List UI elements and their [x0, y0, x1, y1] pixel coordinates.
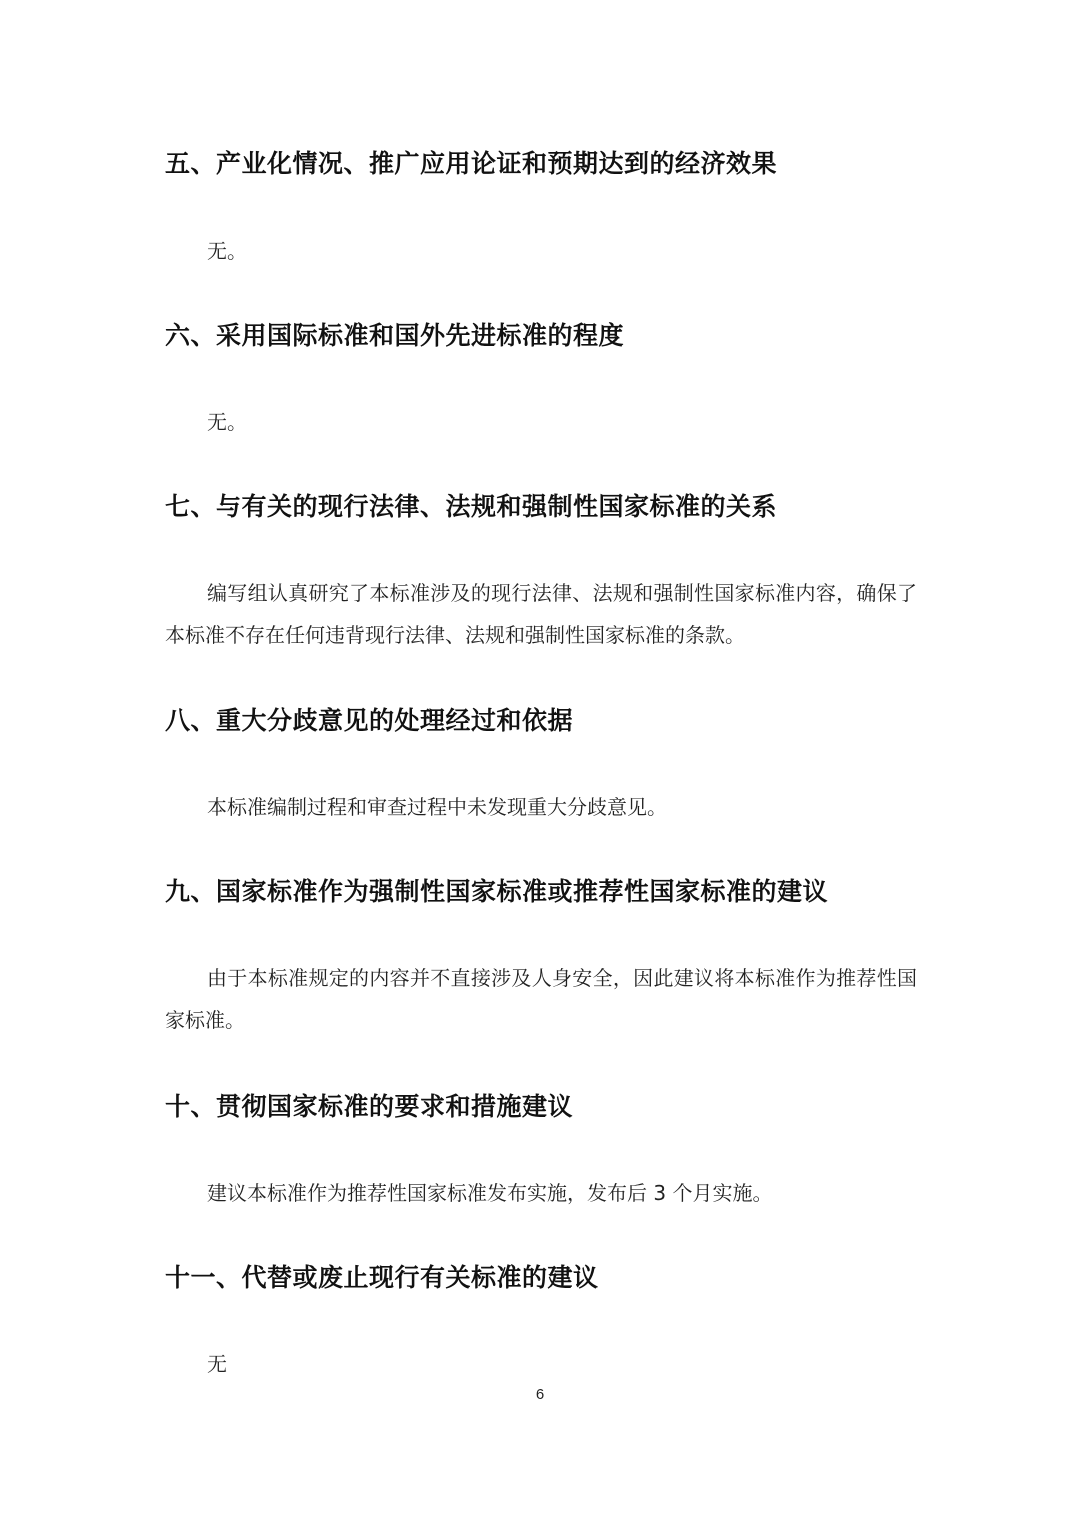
page-number: 6 [535, 1386, 545, 1403]
section-heading-8: 八、重大分歧意见的处理经过和依据 [165, 706, 574, 735]
section-heading-5: 五、产业化情况、推广应用论证和预期达到的经济效果 [165, 149, 778, 178]
section-heading-9: 九、国家标准作为强制性国家标准或推荐性国家标准的建议 [165, 877, 829, 906]
section-body-9: 由于本标准规定的内容并不直接涉及人身安全，因此建议将本标准作为推荐性国家标准。 [165, 966, 917, 1032]
section-heading-6: 六、采用国际标准和国外先进标准的程度 [165, 321, 625, 350]
section-body-10: 建议本标准作为推荐性国家标准发布实施，发布后 3 个月实施。 [207, 1181, 773, 1205]
section-body-5: 无。 [207, 239, 247, 263]
section-body-11: 无 [207, 1352, 227, 1376]
section-heading-11: 十一、代替或废止现行有关标准的建议 [165, 1263, 599, 1292]
section-body-7: 编写组认真研究了本标准涉及的现行法律、法规和强制性国家标准内容，确保了本标准不存在任何违背现行法律、法规和强制性国家标准的条款。 [165, 581, 917, 647]
section-body-6: 无。 [207, 410, 247, 434]
section-heading-10: 十、贯彻国家标准的要求和措施建议 [165, 1092, 574, 1121]
section-body-8: 本标准编制过程和审查过程中未发现重大分歧意见。 [207, 795, 667, 819]
section-heading-7: 七、与有关的现行法律、法规和强制性国家标准的关系 [165, 492, 778, 521]
